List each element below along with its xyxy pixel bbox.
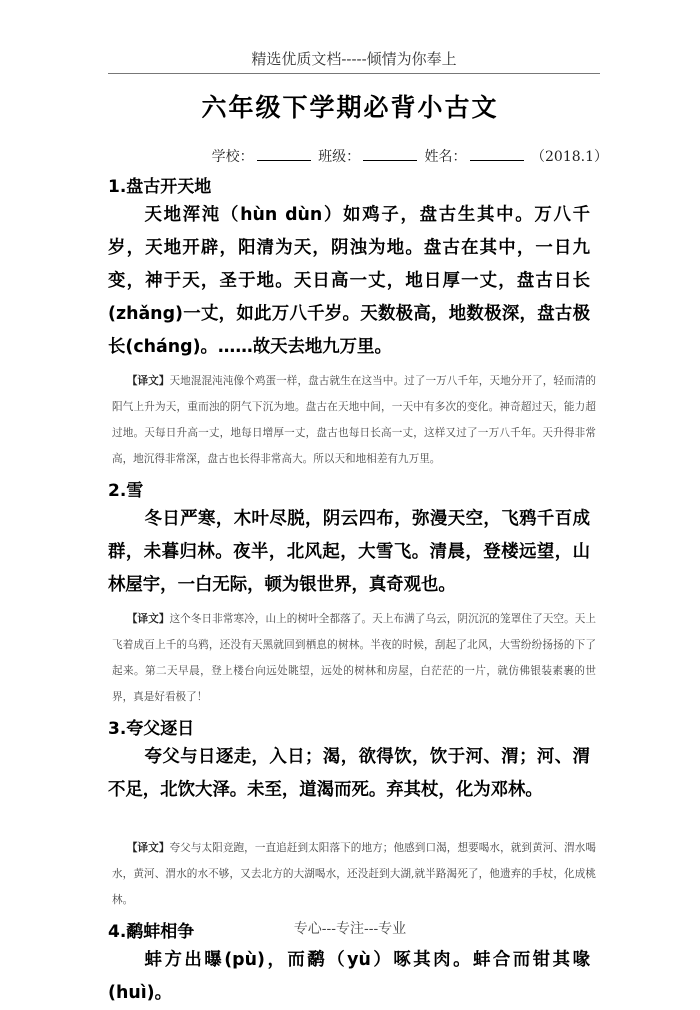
school-label: 学校： <box>211 149 254 165</box>
page-header: 精选优质文档-----倾情为你奉上 <box>108 48 600 74</box>
page-footer: 专心---专注---专业 <box>293 921 407 937</box>
spacer <box>108 807 600 831</box>
translation-text: 这个冬日非常寒冷，山上的树叶全都落了。天上布满了乌云，阴沉沉的笼罩住了天空。天上飞着成百上千的乌鸦，还没有天黑就回到栖息的树林。半夜的时候，刮起了北风，大雪纷纷扬扬的下了起来。第二天早晨，登上楼台向远处眺望，远处的树林和房屋，白茫茫的一片，就仿佛银装素裹的世界，真是好看极了！ <box>112 613 597 703</box>
section-kuafu <box>108 714 600 913</box>
translation-tag: 【译文】 <box>126 613 170 625</box>
translation-text: 夸父与太阳竞跑，一直追赶到太阳落下的地方；他感到口渴，想要喝水，就到黄河、渭水喝水，黄河、渭水的水不够，又去北方的大湖喝水，还没赶到大湖,就半路渴死了，他遗弃的手杖，化成桃林。 <box>112 842 597 906</box>
translation-tag: 【译文】 <box>126 842 170 854</box>
class-label: 班级： <box>318 149 361 165</box>
section-translation <box>112 606 596 710</box>
section-title: 4.鹬蚌相争 <box>108 922 195 942</box>
name-label: 姓名： <box>424 149 467 165</box>
section-snow <box>108 476 600 710</box>
document-content <box>108 168 600 1010</box>
section-text: 蚌方出曝(pù)，而鹬（yù）啄其肉。蚌合而钳其喙(huì)。 <box>108 950 590 1003</box>
school-blank <box>257 148 311 161</box>
section-pangu <box>108 172 600 472</box>
section-title: 3.夸父逐日 <box>108 719 195 739</box>
document-title: 六年级下学期必背小古文 <box>201 93 499 122</box>
translation-tag: 【译文】 <box>126 375 170 387</box>
class-blank <box>363 148 417 161</box>
section-title: 2.雪 <box>108 481 144 501</box>
date-text: （2018.1） <box>531 149 608 165</box>
translation-text: 天地混混沌沌像个鸡蛋一样，盘古就生在这当中。过了一万八千年，天地分开了，轻而清的阳气上升为天，重而浊的阴气下沉为地。盘古在天地中间，一天中有多次的变化。神奇超过天，能力超过地。天每日升高一丈，地每日增厚一丈，盘古也每日长高一丈，这样又过了一万八千年。天升得非常高，地沉得非常深，盘古也长得非常高大。所以天和地相差有九万里。 <box>112 375 597 465</box>
section-title: 1.盘古开天地 <box>108 177 212 197</box>
section-text: 夸父与日逐走，入日；渴，欲得饮，饮于河、渭；河、渭不足，北饮大泽。未至，道渴而死。弃其杖，化为邓林。 <box>108 747 590 800</box>
section-text: 天地浑沌（hùn dùn）如鸡子，盘古生其中。万八千岁，天地开辟，阳清为天，阴浊为地。盘古在其中，一日九变，神于天，圣于地。天日高一丈，地日厚一丈，盘古日长(zhǎng)一丈，如此万八千岁。天数极高，地数极深，盘古极长(cháng)。……故天去地九万里。 <box>108 205 590 357</box>
name-blank <box>470 148 524 161</box>
section-text: 冬日严寒，木叶尽脱，阴云四布，弥漫天空，飞鸦千百成群，未暮归林。夜半，北风起，大雪飞。清晨，登楼远望，山林屋宇，一白无际，顿为银世界，真奇观也。 <box>108 509 590 595</box>
section-translation <box>112 368 596 472</box>
section-translation <box>112 835 596 913</box>
student-info-line <box>212 146 608 166</box>
